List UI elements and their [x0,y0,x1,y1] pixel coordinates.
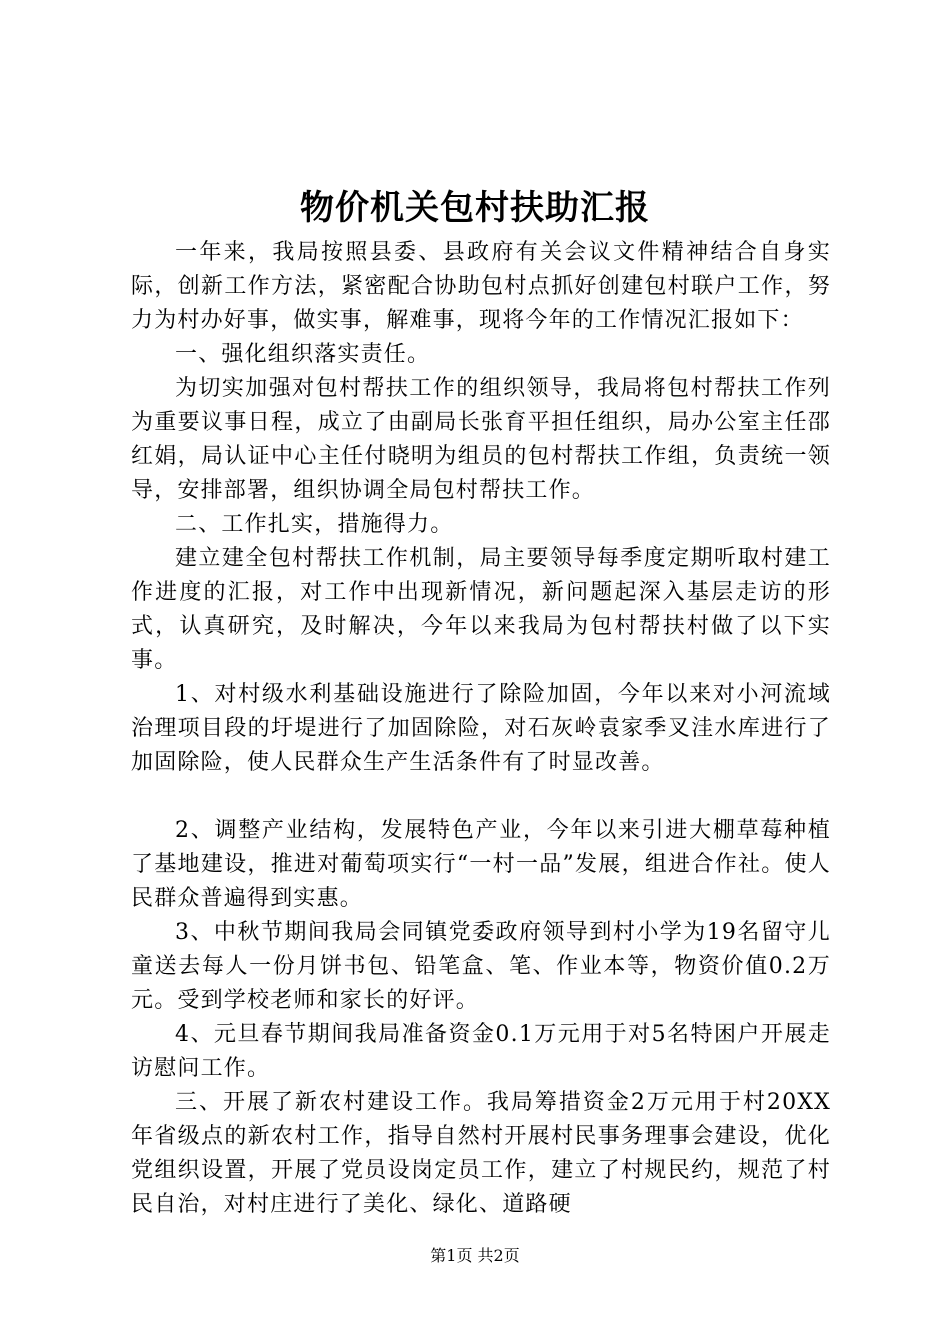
paragraph-mechanism: 建立建全包村帮扶工作机制，局主要领导每季度定期听取村建工作进度的汇报，对工作中出现新情况，新问题起深入基层走访的形式，认真研究，及时解决，今年以来我局为包村帮扶村做了以下实事。 [131,546,831,673]
list-item-3: 3、中秋节期间我局会同镇党委政府领导到村小学为19名留守儿童送去每人一份月饼书包、铅笔盒、笔、作业本等，物资价值0.2万元。受到学校老师和家长的好评。 [131,920,831,1013]
document-title: 物价机关包村扶助汇报 [300,188,650,228]
page-number: 第1页 共2页 [430,1246,520,1265]
section-heading-2: 二、工作扎实，措施得力。 [175,512,454,537]
list-item-1: 1、对村级水利基础设施进行了除险加固，今年以来对小河流域治理项目段的圩堤进行了加固除险，对石灰岭袁家季叉洼水库进行了加固除险，使人民群众生产生活条件有了时显改善。 [131,682,831,775]
document-body [131,236,831,1222]
section-heading-1: 一、强化组织落实责任。 [175,342,431,367]
paragraph-intro: 一年来，我局按照县委、县政府有关会议文件精神结合自身实际，创新工作方法，紧密配合协助包村点抓好创建包村联户工作，努力为村办好事，做实事，解难事，现将今年的工作情况汇报如下： [131,240,831,333]
list-item-4: 4、元旦春节期间我局准备资金0.1万元用于对5名特困户开展走访慰问工作。 [131,1022,831,1081]
paragraph-organization: 为切实加强对包村帮扶工作的组织领导，我局将包村帮扶工作列为重要议事日程，成立了由副局长张育平担任组织，局办公室主任邵红娟，局认证中心主任付晓明为组员的包村帮扶工作组，负责统一领导，安排部署，组织协调全局包村帮扶工作。 [131,376,831,503]
section-heading-3: 三、开展了新农村建设工作。我局筹措资金2万元用于村20XX年省级点的新农村工作，指导自然村开展村民事务理事会建设，优化党组织设置，开展了党员设岗定员工作，建立了村规民约，规范了村民自治，对村庄进行了美化、绿化、道路硬 [131,1090,831,1217]
list-item-2: 2、调整产业结构，发展特色产业，今年以来引进大棚草莓种植了基地建设，推进对葡萄项实行“一村一品”发展，组进合作社。使人民群众普遍得到实惠。 [131,818,831,911]
